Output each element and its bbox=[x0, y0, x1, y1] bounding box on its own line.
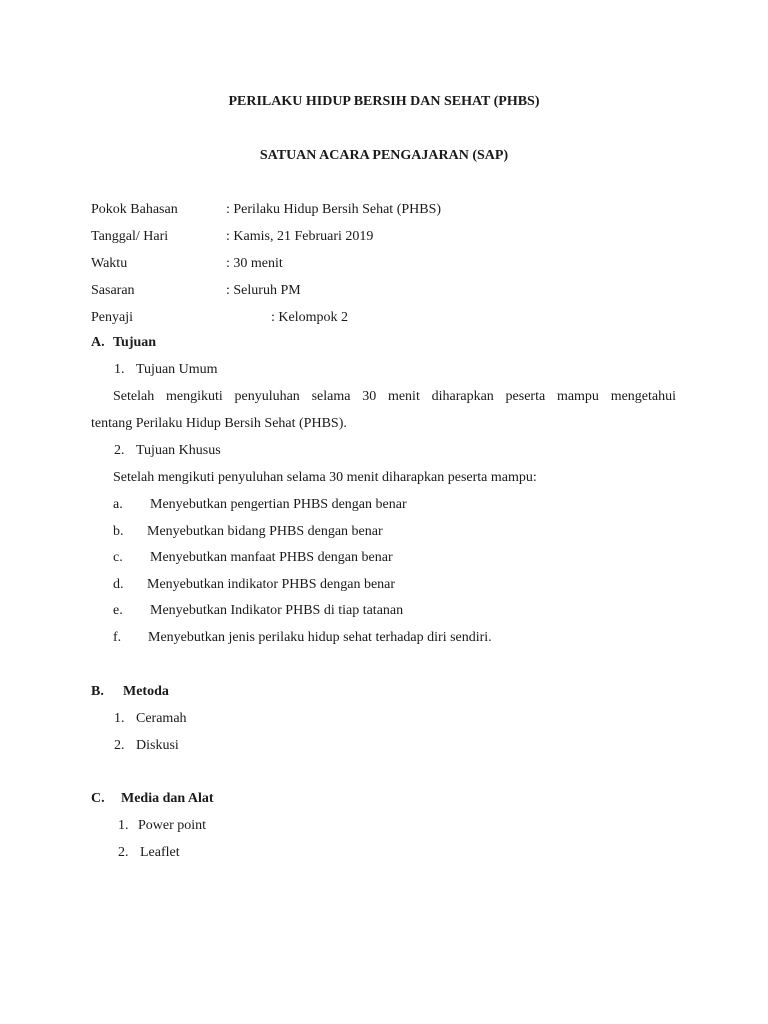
list-item: Menyebutkan Indikator PHBS di tiap tatanan bbox=[150, 603, 404, 618]
list-item: Menyebutkan bidang PHBS dengan benar bbox=[147, 524, 383, 539]
tujuan-khusus-label: Tujuan Khusus bbox=[136, 443, 221, 458]
list-item: Leaflet bbox=[140, 845, 180, 860]
list-item: Menyebutkan indikator PHBS dengan benar bbox=[147, 577, 396, 592]
list-item-letter: f. bbox=[113, 630, 122, 645]
tujuan-umum-label: Tujuan Umum bbox=[136, 362, 218, 377]
list-item-letter: a. bbox=[113, 497, 123, 512]
section-b-heading: Metoda bbox=[123, 684, 169, 699]
tujuan-khusus-number: 2. bbox=[114, 443, 125, 458]
tujuan-umum-number: 1. bbox=[114, 362, 125, 377]
section-a-letter: A. bbox=[91, 335, 105, 350]
list-item: Menyebutkan jenis perilaku hidup sehat terhadap diri sendiri. bbox=[148, 630, 492, 645]
tujuan-umum-text-line2: tentang Perilaku Hidup Bersih Sehat (PHBS). bbox=[91, 416, 347, 431]
list-item: Menyebutkan pengertian PHBS dengan benar bbox=[150, 497, 407, 512]
section-a-heading: Tujuan bbox=[113, 335, 157, 350]
document-subtitle: SATUAN ACARA PENGAJARAN (SAP) bbox=[259, 148, 509, 163]
tujuan-umum-text-line1: Setelah mengikuti penyuluhan selama 30 menit diharapkan peserta mampu mengetahui bbox=[113, 389, 676, 404]
document-title: PERILAKU HIDUP BERSIH DAN SEHAT (PHBS) bbox=[228, 94, 540, 109]
list-item-number: 2. bbox=[114, 738, 125, 753]
section-c-heading: Media dan Alat bbox=[121, 791, 214, 806]
info-label-tanggal: Tanggal/ Hari bbox=[91, 229, 169, 244]
list-item-letter: e. bbox=[113, 603, 123, 618]
list-item: Ceramah bbox=[136, 711, 187, 726]
info-label-penyaji: Penyaji bbox=[91, 310, 133, 325]
info-value-pokok-bahasan: : Perilaku Hidup Bersih Sehat (PHBS) bbox=[226, 202, 442, 217]
list-item: Power point bbox=[138, 818, 207, 833]
list-item-number: 1. bbox=[114, 711, 125, 726]
list-item: Diskusi bbox=[136, 738, 179, 753]
section-b-letter: B. bbox=[91, 684, 104, 699]
info-value-tanggal: : Kamis, 21 Februari 2019 bbox=[226, 229, 374, 244]
list-item-letter: c. bbox=[113, 550, 123, 565]
list-item-number: 1. bbox=[118, 818, 129, 833]
info-label-waktu: Waktu bbox=[91, 256, 128, 271]
list-item-letter: d. bbox=[113, 577, 124, 592]
info-value-sasaran: : Seluruh PM bbox=[226, 283, 301, 298]
section-c-letter: C. bbox=[91, 791, 105, 806]
info-label-sasaran: Sasaran bbox=[91, 283, 135, 298]
info-value-penyaji: : Kelompok 2 bbox=[271, 310, 348, 325]
list-item: Menyebutkan manfaat PHBS dengan benar bbox=[150, 550, 393, 565]
info-value-waktu: : 30 menit bbox=[226, 256, 283, 271]
list-item-number: 2. bbox=[118, 845, 129, 860]
info-label-pokok-bahasan: Pokok Bahasan bbox=[91, 202, 178, 217]
tujuan-khusus-intro: Setelah mengikuti penyuluhan selama 30 menit diharapkan peserta mampu: bbox=[113, 470, 537, 485]
list-item-letter: b. bbox=[113, 524, 124, 539]
